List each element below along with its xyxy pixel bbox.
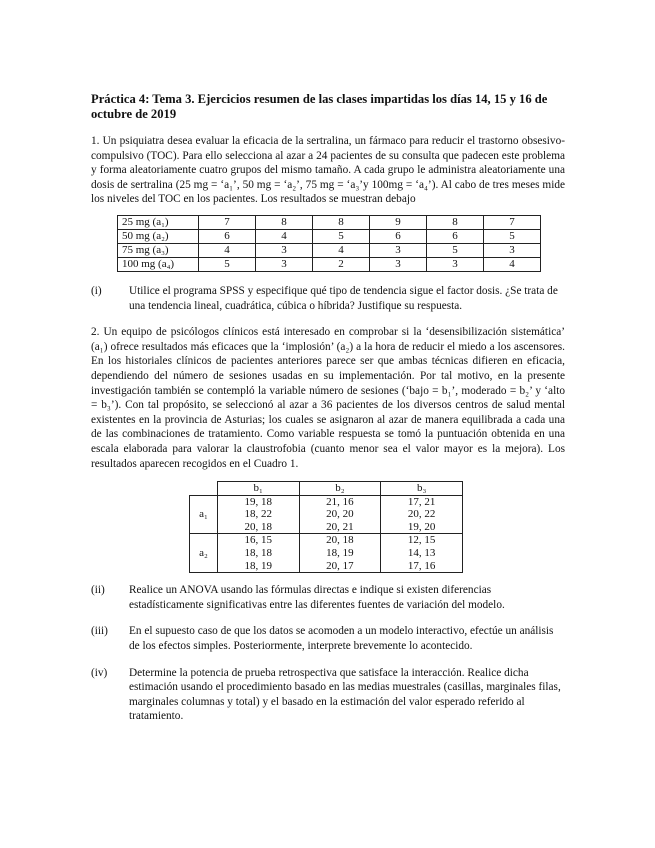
question-number: (ii) (91, 584, 105, 597)
cell-value: 18, 19 (326, 547, 354, 560)
table-cell (381, 534, 463, 573)
table-row (118, 243, 541, 257)
cell-value: 17, 16 (407, 559, 436, 572)
question-i (91, 284, 565, 313)
cell-value: 16, 15 (244, 534, 272, 547)
table-cell: 7 (484, 215, 541, 229)
table-cell: 4 (484, 257, 541, 271)
cell-value: 20, 21 (326, 520, 354, 533)
table-row (118, 215, 541, 229)
table-cell: 5 (313, 229, 370, 243)
cell-value: 20, 22 (407, 508, 436, 521)
cell-value: 20, 17 (326, 559, 354, 572)
question (91, 583, 565, 612)
cell-value: 19, 20 (407, 520, 436, 533)
table-cell: 5 (427, 243, 484, 257)
row-label: a₁ (190, 495, 218, 534)
dose-results-table (117, 215, 541, 272)
table-cell: 2 (313, 257, 370, 271)
table-cell: 8 (313, 215, 370, 229)
row-label: a₂ (190, 534, 218, 573)
column-header: b₃ (381, 482, 463, 496)
question (91, 666, 565, 724)
cell-value: 18, 22 (244, 508, 272, 521)
table-row (118, 229, 541, 243)
row-label: 75 mg (a₃) (118, 243, 199, 257)
table-cell (299, 534, 381, 573)
table-cell: 6 (199, 229, 256, 243)
table-corner (190, 482, 218, 496)
question-text: Utilice el programa SPSS y especifique qué tipo de tendencia sigue el factor dosis. ¿Se trata de una tendencia lineal, cuadrática, cúbica o híbrida? Justifique su respuesta. (129, 284, 558, 312)
cell-value: 20, 18 (244, 520, 272, 533)
cell-value: 20, 18 (326, 534, 354, 547)
question-number: (i) (91, 284, 102, 297)
table-cell: 7 (199, 215, 256, 229)
table-cell: 3 (370, 257, 427, 271)
page-title: Práctica 4: Tema 3. Ejercicios resumen de las clases impartidas los días 14, 15 y 16 de octubre de 2019 (91, 92, 548, 121)
document-page (91, 92, 565, 736)
question-text: Determine la potencia de prueba retrospectiva que satisface la interacción. Realice dicha estimación usando el procedimiento basado en las medias muestrales (casillas, marginales filas, marginales columnas y total) y el basado en la estimación del valor esperado referido al tratamiento. (129, 666, 561, 723)
question-number: (iii) (91, 625, 108, 638)
column-header: b₁ (217, 482, 299, 496)
table-cell (217, 495, 299, 534)
cell-value: 21, 16 (326, 495, 354, 508)
table-row (190, 534, 463, 573)
problem-1-statement: 1. Un psiquiatra desea evaluar la eficacia de la sertralina, un fármaco para reducir el trastorno obsesivo-compulsivo (TOC). Para ello selecciona al azar a 24 pacientes de su consulta que padecen este problema y forma aleatoriamente cuatro grupos del mismo tamaño. A cada grupo le administra aleatoriamente una dosis de sertralina (25 mg = ‘a₁’, 50 mg = ‘a₂’, 75 mg = ‘a₃’y 100mg = ‘a₄’). Al cabo de tres meses mide los niveles del TOC en los pacientes. Los resultados se muestran debajo (91, 135, 565, 206)
table-cell: 4 (313, 243, 370, 257)
table-cell: 9 (370, 215, 427, 229)
table-cell (217, 534, 299, 573)
cell-value: 18, 19 (244, 559, 272, 572)
question-text: En el supuesto caso de que los datos se acomoden a un modelo interactivo, efectúe un análisis de los efectos simples. Posteriormente, interprete brevemente lo acontecido. (129, 625, 554, 653)
table-cell: 3 (427, 257, 484, 271)
column-header: b₂ (299, 482, 381, 496)
table-cell: 3 (484, 243, 541, 257)
table-cell: 3 (370, 243, 427, 257)
row-label: 50 mg (a₂) (118, 229, 199, 243)
cell-value: 20, 20 (326, 508, 354, 521)
table-row (190, 495, 463, 534)
table-cell: 5 (484, 229, 541, 243)
table-cell: 3 (256, 257, 313, 271)
cuadro-1-table (189, 481, 463, 573)
table-cell: 4 (256, 229, 313, 243)
table-cell (381, 495, 463, 534)
question (91, 624, 565, 653)
problem-2-questions (91, 583, 565, 724)
table-row (118, 257, 541, 271)
table-cell: 3 (256, 243, 313, 257)
cell-value: 18, 18 (244, 547, 272, 560)
cell-value: 19, 18 (244, 495, 272, 508)
table-cell: 5 (199, 257, 256, 271)
cell-value: 12, 15 (407, 534, 436, 547)
row-label: 100 mg (a₄) (118, 257, 199, 271)
cell-value: 14, 13 (407, 547, 436, 560)
question-number: (iv) (91, 666, 108, 679)
table-cell: 4 (199, 243, 256, 257)
row-label: 25 mg (a₁) (118, 215, 199, 229)
problem-2-statement: 2. Un equipo de psicólogos clínicos está interesado en comprobar si la ‘desensibilización sistemática’ (a₁) ofrece resultados más eficaces que la ‘implosión’ (a₂) a la hora de reducir el miedo a los ascensores. En los historiales clínicos de pacientes anteriores parece ser que ambas técnicas difieren en eficacia, dependiendo del número de sesiones usadas en su implementación. Por tal motivo, en la presente investigación también se contempló la variable número de sesiones (‘bajo = b₁’, moderado = b₂’ y ‘alto = b₃’). Con tal propósito, se seleccionó al azar a 36 pacientes de los diversos centros de salud mental existentes en la provincia de Asturias; los cuales se asignaron al azar de manera equilibrada a cada una de las combinaciones de tratamiento. Como variable respuesta se tomó la puntuación obtenida en una escala elaborada para valorar la claustrofobia (cuanto menor sea el valor mayor es la mejora). Los resultados aparecen recogidos en el Cuadro 1. (91, 326, 565, 470)
table-cell (299, 495, 381, 534)
table-cell: 6 (370, 229, 427, 243)
table-cell: 6 (427, 229, 484, 243)
cell-value: 17, 21 (407, 495, 436, 508)
table-cell: 8 (256, 215, 313, 229)
question-text: Realice un ANOVA usando las fórmulas directas e indique si existen diferencias estadísticamente significativas entre las diferentes fuentes de variación del modelo. (129, 584, 505, 611)
table-cell: 8 (427, 215, 484, 229)
